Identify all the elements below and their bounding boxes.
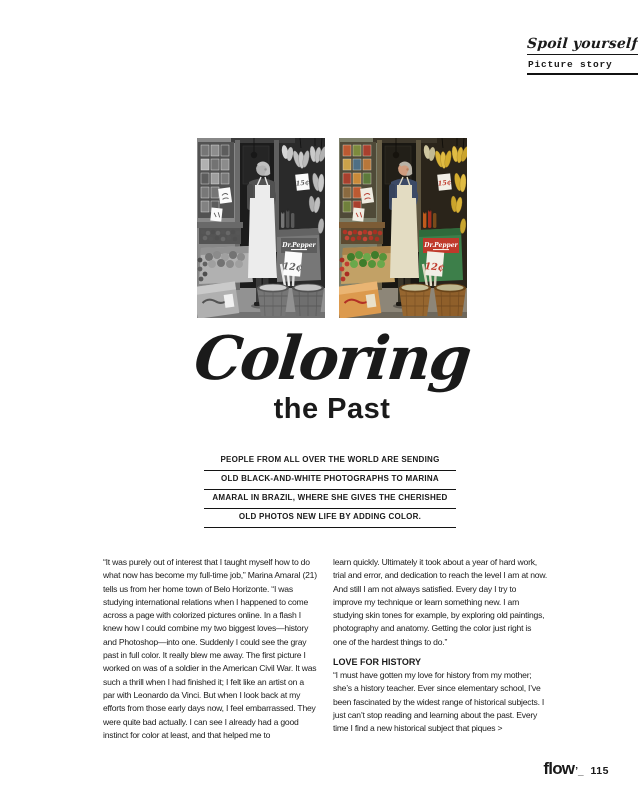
paragraph-text: “I must have gotten my love for history from my mother; she’s a history teacher. Ever since elementary school, I’ve been fascinated by the widest range of historical subjects. I just can’t stop reading and learning about the past. Every time I find a new historical subject that piques xyxy=(333,670,545,734)
standfirst-line: AMARAL IN BRAZIL, WHERE SHE GIVES THE CHERISHED xyxy=(204,490,456,509)
standfirst-line: OLD PHOTOS NEW LIFE BY ADDING COLOR. xyxy=(204,509,456,528)
flow-logo: flow xyxy=(543,759,575,778)
article-title xyxy=(150,322,514,424)
category-label: Picture story xyxy=(528,59,613,70)
paragraph: “It was purely out of interest that I taught myself how to do what now has become my full-time job,” Marina Amaral (21) tells us from her home town of Belo Horizonte. “I was studying international relations when I happened to come across a page with colorized pictures online. In a flash I knew how I could combine my two biggest loves—history and Photoshop—into one. Suddenly I could see the gray past in full color. It really blew me away. The first picture I worked on was of a soldier in the American Civil War. It was such a thrill when I had finished it; I felt like an artist on a par with Leonardo da Vinci. But when I look back at my efforts from those early days now, I feel embarrassed. They were quite bad actually. I can see I already had a good instinct for color at least, and that helped me to xyxy=(103,557,317,740)
header-rule-bottom xyxy=(527,73,638,75)
continuation-arrow: > xyxy=(497,723,503,734)
page-number: 115 xyxy=(590,765,609,777)
paragraph: learn quickly. Ultimately it took about a year of hard work, trial and error, and dedication to reach the level I am at now. And still I am not always satisfied. Every day I try to improve my technique or learn something new. I am studying skin tones for example, by exploring old paintings, photography and anatomy. Getting the color just right is one of the hardest things to do.” xyxy=(333,557,548,647)
standfirst-line: PEOPLE FROM ALL OVER THE WORLD ARE SENDING xyxy=(204,452,456,471)
section-heading: LOVE FOR HISTORY xyxy=(333,657,422,668)
photo-black-and-white xyxy=(197,138,325,318)
photo-pair xyxy=(197,138,467,318)
title-script-word: Coloring xyxy=(191,324,473,394)
paragraph xyxy=(333,669,547,735)
body-column-right xyxy=(333,556,547,742)
flow-logo-mark: ’_ xyxy=(575,766,584,777)
title-subtitle: the Past xyxy=(273,393,391,425)
standfirst xyxy=(204,452,456,528)
tagline-script: Spoil yourself xyxy=(526,36,638,52)
bw-photo-art xyxy=(197,138,325,318)
body-column-left xyxy=(103,556,317,742)
page-footer xyxy=(543,759,609,779)
photo-colorized xyxy=(339,138,467,318)
standfirst-line: OLD BLACK-AND-WHITE PHOTOGRAPHS TO MARINA xyxy=(204,471,456,490)
page-header xyxy=(527,36,638,75)
color-photo-art xyxy=(339,138,467,318)
article-body xyxy=(103,556,547,742)
